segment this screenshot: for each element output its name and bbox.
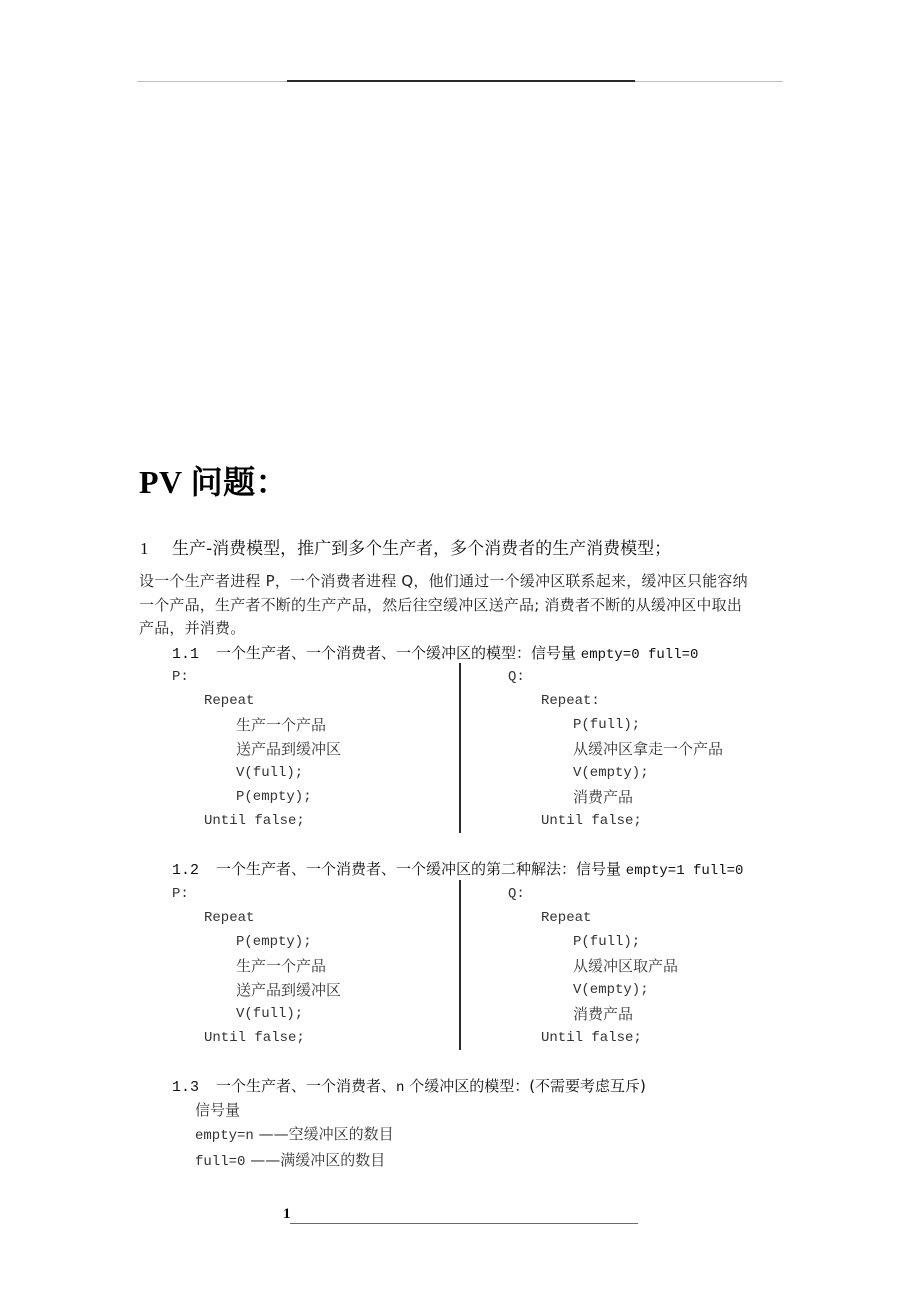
section-heading-text: 生产-消费模型，推广到多个生产者，多个消费者的生产消费模型； (172, 539, 672, 559)
code-step: 生产一个产品 (236, 957, 327, 975)
semaphore-desc: ——空缓冲区的数目 (253, 1125, 394, 1143)
process-label: Q: (508, 886, 525, 902)
paragraph-line: 一个产品，生产者不断的生产产品，然后往空缓冲区送产品; 消费者不断的从缓冲区中取出 (139, 595, 743, 614)
repeat-keyword: Repeat (204, 910, 255, 926)
paragraph-line: 产品，并消费。 (139, 619, 246, 637)
subsection-1-3-heading (172, 1075, 646, 1099)
subsection-number: 1.1 (172, 646, 200, 663)
process-label: P: (172, 886, 189, 902)
process-label: P: (172, 669, 189, 685)
subsection-1-2-heading (172, 858, 743, 882)
subsection-heading-text: 一个生产者、一个消费者、一个缓冲区的模型：信号量 (216, 644, 577, 662)
semaphore-init: empty=1 full=0 (625, 863, 744, 879)
code-step: 生产一个产品 (236, 716, 327, 734)
code-step: 从缓冲区取产品 (573, 957, 679, 975)
semaphore-code: empty=n (195, 1128, 254, 1144)
until-keyword: Until false; (541, 813, 642, 829)
until-keyword: Until false; (541, 1030, 642, 1046)
code-step: 消费产品 (573, 1005, 634, 1023)
subsection-heading-text: 一个生产者、一个消费者、 (216, 1077, 397, 1095)
subsection-heading-text: 一个生产者、一个消费者、一个缓冲区的第二种解法：信号量 (216, 860, 622, 878)
paragraph-line: 设一个生产者进程 P，一个消费者进程 Q，他们通过一个缓冲区联系起来，缓冲区只能容纳 (139, 572, 748, 590)
code-step: P(empty); (236, 789, 312, 805)
code-step: 送产品到缓冲区 (236, 740, 342, 758)
section-1-heading (140, 536, 671, 562)
page-title: PV 问题： (139, 464, 289, 500)
repeat-keyword: Repeat: (541, 693, 600, 709)
code-step: V(empty); (573, 982, 649, 998)
semaphore-definitions (195, 1098, 394, 1174)
footer-rule (290, 1223, 638, 1224)
subsection-heading-text: 个缓冲区的模型：(不需要考虑互斥) (404, 1077, 646, 1095)
code-step: P(full); (573, 934, 641, 950)
column-divider (459, 663, 461, 833)
subsection-1-1-heading (172, 642, 698, 666)
semaphore-code: full=0 (195, 1154, 246, 1170)
semaphore-label: 信号量 (195, 1101, 241, 1119)
section-number: 1 (140, 539, 149, 558)
repeat-keyword: Repeat (204, 693, 255, 709)
code-step: P(empty); (236, 934, 312, 950)
code-step: 送产品到缓冲区 (236, 981, 342, 999)
repeat-keyword: Repeat (541, 910, 592, 926)
code-step: V(empty); (573, 765, 649, 781)
page-number: 1 (283, 1206, 291, 1222)
code-step: V(full); (236, 1006, 304, 1022)
code-step: V(full); (236, 765, 304, 781)
subsection-number: 1.3 (172, 1079, 200, 1096)
section-1-paragraph (139, 570, 785, 641)
semaphore-desc: ——满缓冲区的数目 (245, 1151, 386, 1169)
semaphore-full (195, 1148, 394, 1174)
semaphore-init: empty=0 full=0 (580, 647, 699, 663)
until-keyword: Until false; (204, 1030, 305, 1046)
header-rule-dark (287, 80, 635, 82)
code-step: 消费产品 (573, 788, 634, 806)
code-step: 从缓冲区拿走一个产品 (573, 740, 724, 758)
buffer-count-variable: n (396, 1080, 405, 1096)
column-divider (459, 880, 461, 1050)
process-label: Q: (508, 669, 525, 685)
code-step: P(full); (573, 717, 641, 733)
subsection-number: 1.2 (172, 862, 200, 879)
semaphore-empty (195, 1122, 394, 1148)
until-keyword: Until false; (204, 813, 305, 829)
